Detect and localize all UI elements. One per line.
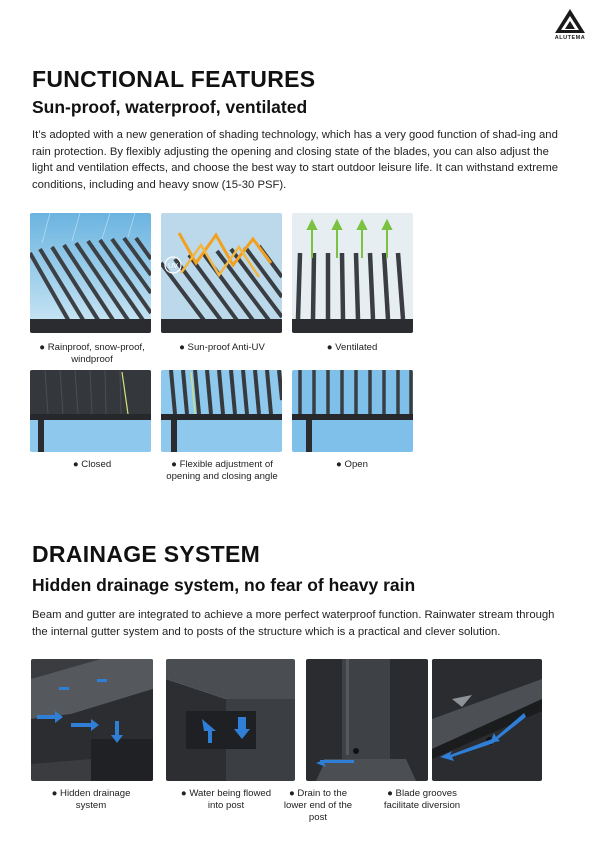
functional-paragraph: It’s adopted with a new generation of shading technology, which has a very good function of shad-ing and rain protection. By flexibly adjusting the opening and closing state of the blades, you can also adjust the light and ventilation effects, and choose the best way to start outdoor leisure life. It can withstand extreme conditions, including and heavy snow (15-30 PSF). xyxy=(32,129,559,191)
functional-subtitle: Sun-proof, waterproof, ventilated xyxy=(32,97,308,117)
anti-uv-photo xyxy=(161,213,282,333)
caption-blade-grooves: ● Blade grooves facilitate diversion xyxy=(383,788,461,811)
caption-rainproof: ● Rainproof, snow-proof, windproof xyxy=(39,342,145,365)
rainproof-photo xyxy=(30,213,151,333)
drainage-subtitle: Hidden drainage system, no fear of heavy rain xyxy=(32,575,416,595)
ventilated-photo xyxy=(292,213,413,333)
uv-badge: UV xyxy=(168,263,178,270)
drainage-paragraph: Beam and gutter are integrated to achieve a more perfect waterproof function. Rainwater stream through the internal gutter system and to posts of the structure which is a practical and clever solution. xyxy=(32,609,555,638)
logo-text: ALUTEMA xyxy=(554,35,586,41)
open-photo xyxy=(292,370,413,452)
caption-flow-into-post: ● Water being flowed into post xyxy=(180,788,272,811)
caption-adjustable: ● Flexible adjustment of opening and closing angle xyxy=(166,459,278,482)
adjustable-photo xyxy=(161,370,282,452)
functional-title: FUNCTIONAL FEATURES xyxy=(32,66,316,92)
closed-photo xyxy=(30,370,151,452)
caption-anti-uv: ● Sun-proof Anti-UV xyxy=(179,342,265,353)
alutema-logo-icon xyxy=(554,8,586,34)
caption-hidden-drainage: ● Hidden drainage system xyxy=(51,788,131,811)
brand-logo xyxy=(552,8,588,41)
drainage-title: DRAINAGE SYSTEM xyxy=(32,541,261,567)
drain-post-photo xyxy=(306,659,428,781)
flow-into-post-photo xyxy=(166,659,295,781)
hidden-drainage-photo xyxy=(31,659,153,781)
caption-ventilated: ● Ventilated xyxy=(326,342,378,353)
caption-open: ● Open xyxy=(336,459,368,470)
caption-closed: ● Closed xyxy=(72,459,112,470)
blade-grooves-photo xyxy=(432,659,542,781)
caption-drain-post: ● Drain to the lower end of the post xyxy=(283,788,353,823)
